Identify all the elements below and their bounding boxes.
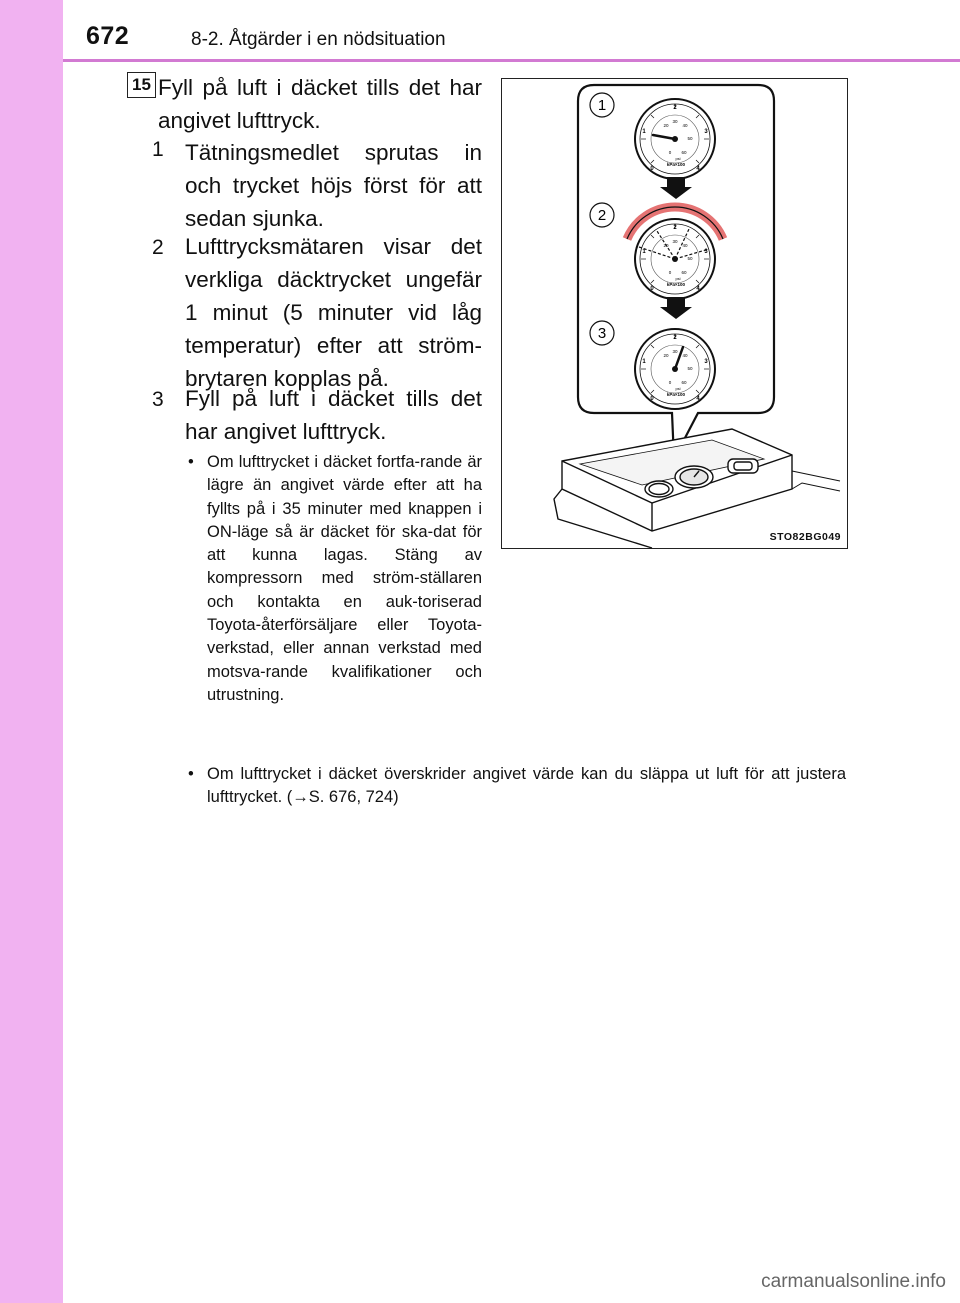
page-number: 672 [86,22,130,50]
substep-text-2: Lufttrycksmätaren visar det verkliga däcktrycket ungefär 1 minut (5 minuter vid låg temperatur) efter att ström-brytaren kopplas på. [185,234,482,391]
substep-number-1: 1 [152,138,164,161]
callout-1: 1 [597,97,607,114]
note-item: • Om lufttrycket i däcket fortfa-rande är lägre än angivet värde efter att ha fyllts på i 35 minuter med knappen i ON-läge så är däcket för ska-dat för att kunna lagas. Stäng av kompressorn med ström-ställaren och kontakta en auk-toriserad Toyota-återförsäljare eller Toyota-verkstad, eller annan verkstad med motsva-rande kvalifikationer och utrustning. [186,451,482,707]
callout-3: 3 [597,325,607,342]
watermark: carmanualsonline.info [761,1271,946,1292]
note-list-narrow [186,451,482,707]
step-intro: Fyll på luft i däcket tills det har angivet lufttryck. [158,75,482,133]
callout-2: 2 [597,207,607,224]
substep-number-2: 2 [152,236,164,259]
section-title: 8-2. Åtgärder i en nödsituation [191,29,446,50]
substep-number-3: 3 [152,388,164,411]
step-number-badge: 15 [127,72,156,98]
substep-text-1: Tätningsmedlet sprutas in och trycket höjs först för att sedan sjunka. [185,140,482,231]
gauge-step-3 [635,329,715,409]
substep-text-3: Fyll på luft i däcket tills det har angivet lufttryck. [185,386,482,444]
gauge-step-1 [635,99,715,179]
compressor-gauge-figure [469,45,848,549]
chapter-tab-sidebar [0,0,63,1303]
note-list-wide [186,763,846,810]
header-rule [63,59,960,62]
note-item: • Om lufttrycket i däcket överskrider angivet värde kan du släppa ut luft för att justera lufttrycket. (→S. 676, 724) [186,763,846,810]
figure-code: STO82BG049 [769,531,841,543]
figure-illustration: 0 1 2 3 4 0 20 40 50 60 psi kPa×100 1 2 3 [502,79,847,548]
